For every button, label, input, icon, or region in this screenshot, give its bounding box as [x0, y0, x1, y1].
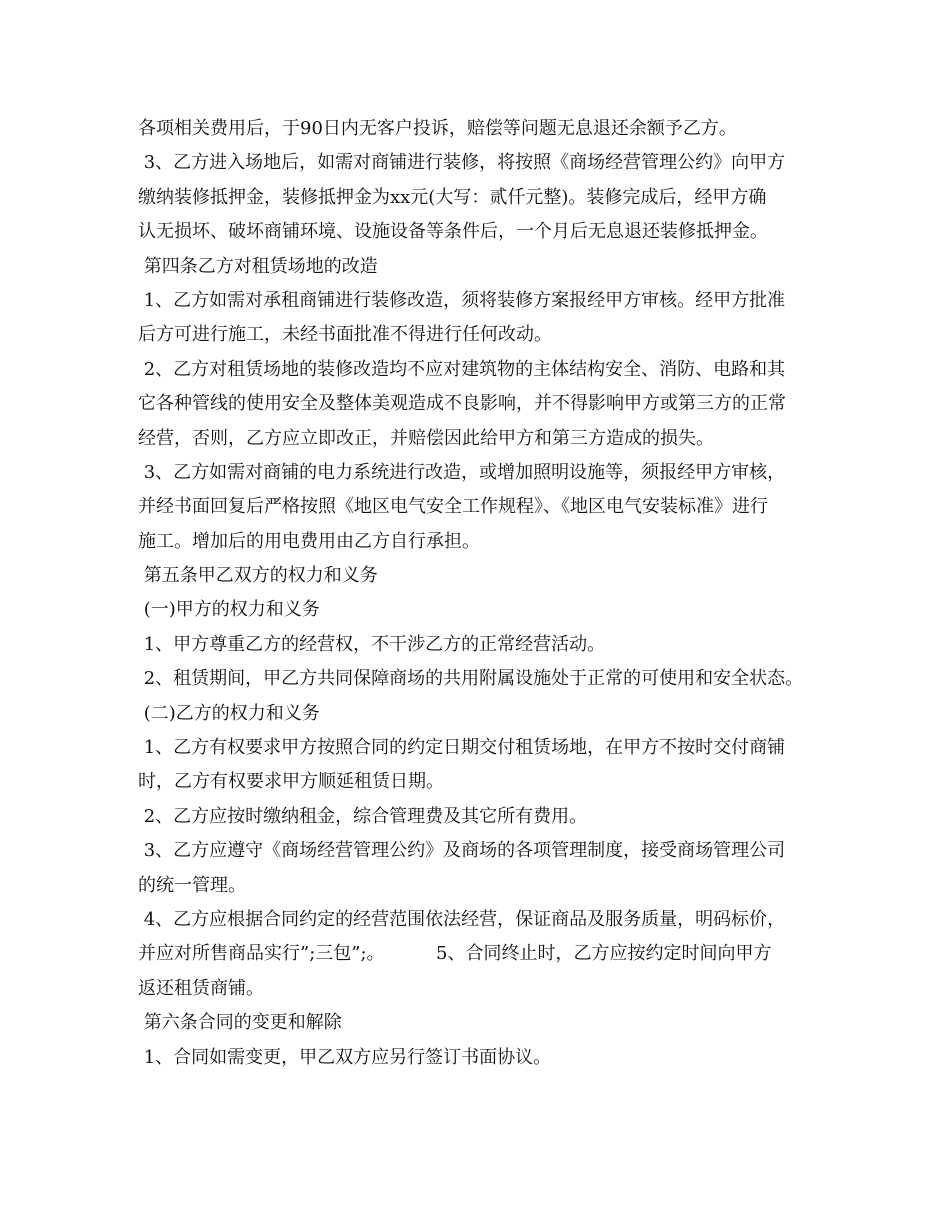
- text-line: 2、乙方应按时缴纳租金，综合管理费及其它所有费用。: [138, 805, 588, 827]
- section-heading: 第五条甲乙双方的权力和义务: [138, 565, 378, 587]
- text-line: 各项相关费用后，于90日内无客户投诉，赔偿等问题无息退还余额予乙方。: [138, 118, 737, 139]
- subsection-heading: (二)乙方的权力和义务: [138, 702, 320, 724]
- text-line: 它各种管线的使用安全及整体美观造成不良影响，并不得影响甲方或第三方的正常: [138, 393, 786, 415]
- text-line: 返还租赁商铺。: [138, 977, 264, 999]
- text-line: 认无损坏、破坏商铺环境、设施设备等条件后，一个月后无息退还装修抵押金。: [138, 221, 768, 243]
- text-line: 施工。增加后的用电费用由乙方自行承担。: [138, 530, 480, 552]
- text-line: 的统一管理。: [138, 874, 246, 896]
- text-line: 3、乙方如需对商铺的电力系统进行改造，或增加照明设施等，须报经甲方审核，: [138, 461, 786, 483]
- text-line: 4、乙方应根据合同约定的经营范围依法经营，保证商品及服务质量，明码标价，: [138, 908, 786, 930]
- text-line: 1、乙方如需对承租商铺进行装修改造，须将装修方案报经甲方审核。经甲方批准: [138, 289, 786, 311]
- text-line: 1、甲方尊重乙方的经营权，不干涉乙方的正常经营活动。: [138, 633, 606, 655]
- text-line: 3、乙方进入场地后，如需对商铺进行装修，将按照《商场经营管理公约》向甲方: [138, 152, 786, 174]
- text-line: 时，乙方有权要求甲方顺延租赁日期。: [138, 771, 444, 793]
- section-heading: 第四条乙方对租赁场地的改造: [138, 255, 378, 277]
- text-line: 并经书面回复后严格按照《地区电气安全工作规程》、《地区电气安装标准》进行: [138, 496, 768, 518]
- text-line: 后方可进行施工，未经书面批准不得进行任何改动。: [138, 324, 552, 346]
- text-line: 2、租赁期间，甲乙方共同保障商场的共用附属设施处于正常的可使用和安全状态。: [138, 668, 804, 690]
- text-line: 1、乙方有权要求甲方按照合同的约定日期交付租赁场地，在甲方不按时交付商铺: [138, 737, 786, 759]
- text-line: 3、乙方应遵守《商场经营管理公约》及商场的各项管理制度，接受商场管理公司: [138, 840, 786, 862]
- document-body: [138, 112, 818, 1075]
- text-line: 并应对所售商品实行”;三包”;。 5、合同终止时，乙方应按约定时间向甲方: [138, 943, 772, 965]
- text-line: 2、乙方对租赁场地的装修改造均不应对建筑物的主体结构安全、消防、电路和其: [138, 358, 786, 380]
- text-line: 经营，否则，乙方应立即改正，并赔偿因此给甲方和第三方造成的损失。: [138, 427, 714, 449]
- text-line: 缴纳装修抵押金，装修抵押金为xx元(大写：贰仟元整)。装修完成后，经甲方确: [138, 186, 767, 208]
- subsection-heading: (一)甲方的权力和义务: [138, 599, 320, 621]
- section-heading: 第六条合同的变更和解除: [138, 1012, 342, 1034]
- text-line: 1、合同如需变更，甲乙双方应另行签订书面协议。: [138, 1046, 552, 1068]
